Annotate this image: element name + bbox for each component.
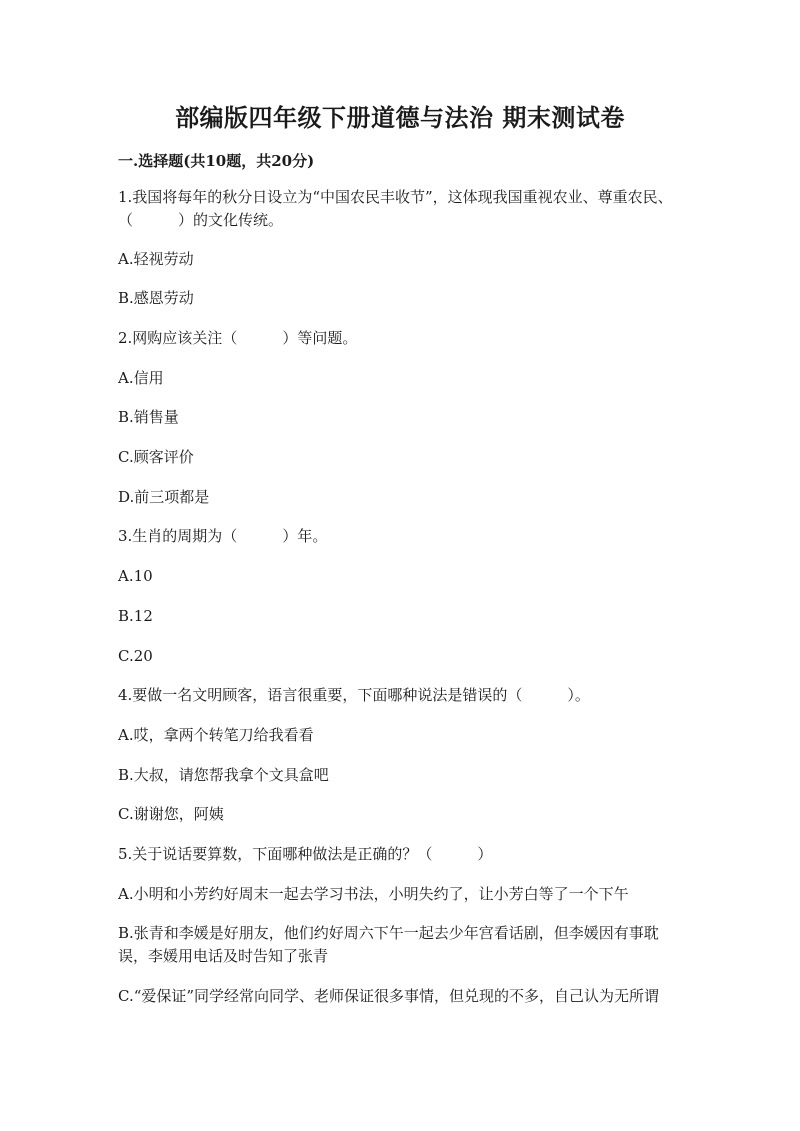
option-2c: C.顾客评价 [118,448,194,466]
option-3a: A.10 [118,567,153,585]
option-5c: C.“爱保证”同学经常向同学、老师保证很多事情，但兑现的不多，自己认为无所谓 [118,987,660,1005]
option-3b: B.12 [118,607,153,625]
option-1a: A.轻视劳动 [118,250,194,268]
question-stem-4: 4.要做一名文明顾客，语言很重要，下面哪种说法是错误的（ ）。 [118,686,590,704]
option-1b: B.感恩劳动 [118,289,194,307]
question-stem-1: 1.我国将每年的秋分日设立为“中国农民丰收节”，这体现我国重视农业、尊重农民、（ ）的文化传统。 [118,188,673,229]
page-title: 部编版四年级下册道德与法治 期末测试卷 [175,103,625,132]
option-5a: A.小明和小芳约好周末一起去学习书法，小明失约了，让小芳白等了一个下午 [118,885,629,903]
option-4b: B.大叔，请您帮我拿个文具盒吧 [118,766,329,784]
option-2a: A.信用 [118,369,164,387]
option-2d: D.前三项都是 [118,488,210,506]
question-stem-3: 3.生肖的周期为（ ）年。 [118,527,328,545]
option-5b: B.张青和李媛是好朋友，他们约好周六下午一起去少年宫看话剧，但李媛因有事耽误，李媛用电话及时告知了张青 [118,924,659,965]
question-stem-2: 2.网购应该关注（ ）等问题。 [118,329,358,347]
option-4c: C.谢谢您，阿姨 [118,805,224,823]
question-stem-5: 5.关于说话要算数，下面哪种做法是正确的？（ ） [118,845,493,863]
option-2b: B.销售量 [118,408,179,426]
option-3c: C.20 [118,647,153,665]
option-4a: A.哎，拿两个转笔刀给我看看 [118,726,314,744]
section-heading: 一.选择题(共10题，共20分) [118,152,315,170]
